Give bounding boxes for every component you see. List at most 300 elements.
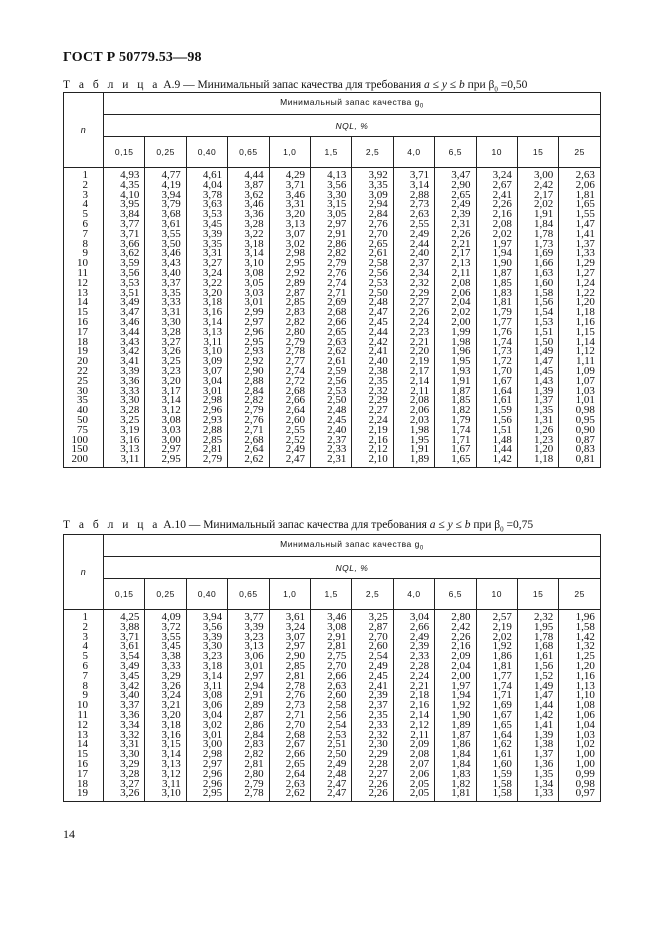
value-cell: 2,96 (228, 328, 269, 338)
row-n-cell: 4 (64, 642, 104, 652)
value-cell: 3,21 (145, 701, 186, 711)
value-cell: 1,27 (559, 269, 601, 279)
value-cell: 3,35 (352, 181, 393, 191)
value-cell: 1,58 (476, 780, 517, 790)
value-cell: 2,71 (269, 711, 310, 721)
value-cell: 3,09 (352, 191, 393, 201)
value-cell: 2,53 (310, 387, 351, 397)
value-cell: 1,82 (435, 780, 476, 790)
value-cell: 4,04 (186, 181, 227, 191)
value-cell: 2,76 (228, 416, 269, 426)
value-cell: 2,50 (310, 396, 351, 406)
value-cell: 1,87 (435, 387, 476, 397)
value-cell: 1,87 (435, 731, 476, 741)
value-cell: 3,45 (145, 642, 186, 652)
value-cell: 2,45 (352, 672, 393, 682)
value-cell: 1,73 (476, 347, 517, 357)
value-cell: 3,41 (104, 357, 145, 367)
value-cell: 2,21 (393, 338, 434, 348)
value-cell: 1,81 (559, 191, 601, 201)
value-cell: 3,61 (145, 220, 186, 230)
value-cell: 2,93 (186, 416, 227, 426)
document-header: ГОСТ Р 50779.53—98 (63, 50, 202, 65)
value-cell: 2,89 (228, 701, 269, 711)
caption-tail: =0,50 (497, 79, 528, 91)
value-cell: 4,77 (145, 168, 186, 181)
value-cell: 2,60 (352, 642, 393, 652)
column-header: 15 (517, 579, 558, 610)
value-cell: 1,65 (476, 721, 517, 731)
value-cell: 1,93 (435, 367, 476, 377)
value-cell: 3,39 (228, 623, 269, 633)
value-cell: 1,67 (476, 711, 517, 721)
value-cell: 3,51 (104, 289, 145, 299)
value-cell: 2,97 (310, 220, 351, 230)
value-cell: 3,33 (145, 662, 186, 672)
value-cell: 1,74 (476, 338, 517, 348)
value-cell: 3,11 (186, 338, 227, 348)
value-cell: 2,47 (310, 780, 351, 790)
value-cell: 3,07 (269, 230, 310, 240)
value-cell: 2,87 (352, 623, 393, 633)
value-cell: 2,64 (269, 406, 310, 416)
value-cell: 1,81 (476, 298, 517, 308)
value-cell: 3,62 (104, 249, 145, 259)
value-cell: 1,03 (559, 731, 601, 741)
value-cell: 3,14 (186, 672, 227, 682)
row-n-cell: 30 (64, 387, 104, 397)
value-cell: 2,16 (352, 436, 393, 446)
value-cell: 3,07 (186, 367, 227, 377)
value-cell: 2,00 (435, 672, 476, 682)
value-cell: 4,61 (186, 168, 227, 181)
value-cell: 1,39 (517, 387, 558, 397)
column-header: 0,65 (228, 579, 269, 610)
value-cell: 1,92 (476, 642, 517, 652)
value-cell: 3,10 (186, 347, 227, 357)
value-cell: 3,63 (186, 200, 227, 210)
value-cell: 1,56 (476, 416, 517, 426)
column-header: 0,40 (186, 579, 227, 610)
value-cell: 1,47 (559, 220, 601, 230)
value-cell: 2,87 (269, 289, 310, 299)
value-cell: 2,86 (310, 240, 351, 250)
value-cell: 1,79 (435, 416, 476, 426)
value-cell: 2,50 (352, 289, 393, 299)
value-cell: 2,34 (393, 269, 434, 279)
value-cell: 2,65 (269, 760, 310, 770)
value-cell: 2,57 (476, 610, 517, 623)
value-cell: 1,64 (476, 387, 517, 397)
row-n-cell: 4 (64, 200, 104, 210)
caption-condition: a ≤ y ≤ b (429, 519, 471, 531)
row-n-cell: 18 (64, 338, 104, 348)
column-header: 0,15 (104, 579, 145, 610)
value-cell: 3,24 (269, 623, 310, 633)
value-cell: 1,39 (517, 731, 558, 741)
value-cell: 2,29 (352, 396, 393, 406)
value-cell: 2,63 (559, 168, 601, 181)
value-cell: 2,35 (352, 711, 393, 721)
value-cell: 1,65 (559, 200, 601, 210)
value-cell: 3,19 (104, 426, 145, 436)
value-cell: 2,98 (269, 249, 310, 259)
value-cell: 2,94 (228, 682, 269, 692)
value-cell: 3,88 (104, 623, 145, 633)
column-header: 0,25 (145, 137, 186, 168)
value-cell: 2,84 (352, 210, 393, 220)
row-n-cell: 15 (64, 750, 104, 760)
value-cell: 1,26 (517, 426, 558, 436)
row-n-cell: 14 (64, 298, 104, 308)
value-cell: 1,98 (435, 338, 476, 348)
value-cell: 3,30 (104, 750, 145, 760)
value-cell: 3,18 (186, 662, 227, 672)
value-cell: 2,74 (310, 279, 351, 289)
value-cell: 0,90 (559, 426, 601, 436)
page-number: 14 (63, 827, 75, 841)
value-cell: 2,97 (269, 642, 310, 652)
value-cell: 1,44 (517, 701, 558, 711)
value-cell: 3,03 (228, 289, 269, 299)
value-cell: 2,79 (186, 455, 227, 467)
row-n-cell: 35 (64, 396, 104, 406)
value-cell: 1,87 (476, 269, 517, 279)
value-cell: 3,71 (104, 230, 145, 240)
value-cell: 2,37 (310, 436, 351, 446)
value-cell: 2,08 (393, 750, 434, 760)
value-cell: 0,81 (559, 455, 601, 467)
value-cell: 3,34 (104, 721, 145, 731)
value-cell: 2,03 (393, 416, 434, 426)
value-cell: 2,78 (269, 682, 310, 692)
value-cell: 1,97 (476, 240, 517, 250)
value-cell: 1,08 (559, 701, 601, 711)
value-cell: 1,95 (393, 436, 434, 446)
value-cell: 1,69 (476, 701, 517, 711)
value-cell: 3,24 (476, 168, 517, 181)
value-cell: 2,33 (352, 721, 393, 731)
value-cell: 1,51 (476, 426, 517, 436)
value-cell: 2,13 (435, 259, 476, 269)
value-cell: 1,96 (559, 610, 601, 623)
value-cell: 2,24 (352, 416, 393, 426)
value-cell: 1,70 (476, 367, 517, 377)
value-cell: 0,98 (559, 780, 601, 790)
value-cell: 2,49 (269, 445, 310, 455)
row-n-cell: 13 (64, 289, 104, 299)
value-cell: 2,65 (435, 191, 476, 201)
value-cell: 1,62 (476, 740, 517, 750)
value-cell: 3,46 (104, 318, 145, 328)
value-cell: 1,35 (517, 406, 558, 416)
value-cell: 2,26 (352, 780, 393, 790)
value-cell: 1,37 (517, 750, 558, 760)
value-cell: 2,41 (476, 191, 517, 201)
group-label-sub: 0 (419, 103, 424, 110)
row-n-cell: 12 (64, 721, 104, 731)
row-n-cell: 8 (64, 240, 104, 250)
value-cell: 3,20 (269, 210, 310, 220)
value-cell: 2,29 (352, 750, 393, 760)
value-cell: 2,83 (228, 740, 269, 750)
value-cell: 3,39 (186, 633, 227, 643)
column-header: 1,0 (269, 579, 310, 610)
value-cell: 2,52 (269, 436, 310, 446)
value-cell: 2,44 (352, 328, 393, 338)
value-cell: 3,77 (104, 220, 145, 230)
value-cell: 3,39 (104, 367, 145, 377)
row-n-cell: 2 (64, 623, 104, 633)
value-cell: 2,80 (228, 770, 269, 780)
value-cell: 2,68 (269, 731, 310, 741)
value-cell: 1,33 (517, 789, 558, 801)
caption-prefix: Т а б л и ц а (63, 79, 161, 91)
value-cell: 2,88 (186, 426, 227, 436)
value-cell: 2,16 (476, 210, 517, 220)
value-cell: 2,06 (435, 289, 476, 299)
value-cell: 3,30 (186, 642, 227, 652)
value-cell: 2,50 (310, 750, 351, 760)
value-cell: 3,25 (145, 357, 186, 367)
value-cell: 2,08 (435, 279, 476, 289)
value-cell: 3,13 (104, 445, 145, 455)
value-cell: 3,27 (104, 780, 145, 790)
value-cell: 1,02 (559, 740, 601, 750)
value-cell: 3,94 (186, 610, 227, 623)
value-cell: 2,77 (269, 357, 310, 367)
value-cell: 3,13 (269, 220, 310, 230)
value-cell: 2,33 (310, 445, 351, 455)
value-cell: 2,61 (310, 357, 351, 367)
value-cell: 1,51 (517, 328, 558, 338)
value-cell: 3,10 (145, 789, 186, 801)
value-cell: 1,67 (476, 377, 517, 387)
value-cell: 1,89 (393, 455, 434, 467)
value-cell: 2,91 (228, 691, 269, 701)
value-cell: 1,73 (517, 240, 558, 250)
value-cell: 3,56 (310, 181, 351, 191)
value-cell: 1,77 (476, 672, 517, 682)
value-cell: 3,24 (186, 269, 227, 279)
value-cell: 1,69 (517, 249, 558, 259)
value-cell: 3,20 (145, 711, 186, 721)
value-cell: 2,42 (517, 181, 558, 191)
value-cell: 1,84 (435, 760, 476, 770)
value-cell: 3,23 (228, 633, 269, 643)
value-cell: 1,35 (517, 770, 558, 780)
value-cell: 2,27 (393, 298, 434, 308)
value-cell: 2,20 (393, 347, 434, 357)
row-n-cell: 7 (64, 230, 104, 240)
column-header: 0,15 (104, 137, 145, 168)
row-n-cell: 10 (64, 701, 104, 711)
row-n-cell: 13 (64, 731, 104, 741)
n-header: n (64, 535, 104, 610)
value-cell: 2,28 (352, 760, 393, 770)
value-cell: 3,12 (145, 406, 186, 416)
value-cell: 3,46 (145, 249, 186, 259)
value-cell: 2,49 (435, 200, 476, 210)
value-cell: 2,14 (393, 377, 434, 387)
value-cell: 3,08 (228, 269, 269, 279)
value-cell: 1,41 (559, 230, 601, 240)
value-cell: 3,40 (145, 269, 186, 279)
value-cell: 1,14 (559, 338, 601, 348)
value-cell: 2,53 (310, 731, 351, 741)
value-cell: 3,06 (228, 652, 269, 662)
table-row (64, 789, 601, 801)
value-cell: 2,73 (269, 701, 310, 711)
value-cell: 2,12 (352, 445, 393, 455)
value-cell: 3,00 (186, 740, 227, 750)
value-cell: 2,82 (269, 318, 310, 328)
value-cell: 3,14 (228, 249, 269, 259)
table-a9 (63, 92, 601, 468)
value-cell: 2,48 (310, 770, 351, 780)
value-cell: 1,18 (517, 455, 558, 467)
value-cell: 2,47 (352, 308, 393, 318)
row-n-cell: 150 (64, 445, 104, 455)
value-cell: 4,44 (228, 168, 269, 181)
column-header: 10 (476, 579, 517, 610)
value-cell: 1,20 (559, 662, 601, 672)
row-n-cell: 6 (64, 662, 104, 672)
value-cell: 1,29 (559, 259, 601, 269)
value-cell: 2,33 (393, 652, 434, 662)
value-cell: 3,31 (104, 740, 145, 750)
value-cell: 1,85 (476, 279, 517, 289)
value-cell: 1,31 (517, 416, 558, 426)
value-cell: 2,44 (393, 240, 434, 250)
row-n-cell: 15 (64, 308, 104, 318)
value-cell: 2,84 (228, 387, 269, 397)
value-cell: 1,90 (476, 259, 517, 269)
row-n-cell: 50 (64, 416, 104, 426)
value-cell: 2,76 (352, 220, 393, 230)
value-cell: 3,71 (269, 181, 310, 191)
value-cell: 2,84 (228, 731, 269, 741)
value-cell: 2,95 (145, 455, 186, 467)
value-cell: 3,11 (104, 455, 145, 467)
value-cell: 3,36 (228, 210, 269, 220)
value-cell: 1,95 (517, 623, 558, 633)
value-cell: 1,64 (476, 731, 517, 741)
value-cell: 2,49 (310, 760, 351, 770)
value-cell: 2,71 (228, 426, 269, 436)
value-cell: 3,14 (186, 318, 227, 328)
value-cell: 1,38 (517, 740, 558, 750)
row-n-cell: 3 (64, 633, 104, 643)
value-cell: 1,01 (559, 396, 601, 406)
value-cell: 2,82 (228, 750, 269, 760)
value-cell: 3,35 (186, 240, 227, 250)
value-cell: 2,65 (352, 240, 393, 250)
value-cell: 3,29 (145, 672, 186, 682)
value-cell: 2,09 (393, 740, 434, 750)
value-cell: 2,54 (352, 652, 393, 662)
value-cell: 0,87 (559, 436, 601, 446)
value-cell: 1,94 (476, 249, 517, 259)
value-cell: 3,55 (145, 230, 186, 240)
value-cell: 3,94 (145, 191, 186, 201)
value-cell: 1,34 (517, 780, 558, 790)
caption-beta: при β (470, 519, 501, 531)
value-cell: 2,63 (310, 338, 351, 348)
value-cell: 1,92 (435, 701, 476, 711)
value-cell: 1,48 (476, 436, 517, 446)
value-cell: 2,04 (435, 662, 476, 672)
group-header (104, 535, 601, 557)
value-cell: 3,25 (104, 416, 145, 426)
row-n-cell: 12 (64, 279, 104, 289)
value-cell: 2,64 (228, 445, 269, 455)
value-cell: 3,26 (104, 789, 145, 801)
value-cell: 2,17 (517, 191, 558, 201)
value-cell: 2,19 (393, 357, 434, 367)
value-cell: 1,58 (559, 623, 601, 633)
row-n-cell: 11 (64, 711, 104, 721)
value-cell: 3,08 (310, 623, 351, 633)
value-cell: 1,99 (435, 328, 476, 338)
value-cell: 3,23 (186, 652, 227, 662)
value-cell: 2,32 (517, 610, 558, 623)
value-cell: 2,97 (186, 760, 227, 770)
value-cell: 3,27 (145, 338, 186, 348)
value-cell: 1,33 (559, 249, 601, 259)
value-cell: 1,77 (476, 318, 517, 328)
row-n-cell: 1 (64, 168, 104, 181)
value-cell: 3,02 (269, 240, 310, 250)
row-n-cell: 11 (64, 269, 104, 279)
value-cell: 1,20 (559, 298, 601, 308)
value-cell: 3,20 (186, 289, 227, 299)
value-cell: 2,49 (393, 230, 434, 240)
value-cell: 3,71 (104, 633, 145, 643)
value-cell: 3,44 (104, 328, 145, 338)
value-cell: 1,13 (559, 682, 601, 692)
value-cell: 1,00 (559, 750, 601, 760)
value-cell: 2,73 (393, 200, 434, 210)
value-cell: 3,11 (186, 682, 227, 692)
value-cell: 1,58 (517, 289, 558, 299)
value-cell: 2,31 (310, 455, 351, 467)
value-cell: 2,37 (393, 259, 434, 269)
value-cell: 3,84 (104, 210, 145, 220)
value-cell: 1,59 (476, 406, 517, 416)
value-cell: 3,49 (104, 662, 145, 672)
value-cell: 2,42 (352, 338, 393, 348)
group-label: Минимальный запас качества g (280, 97, 420, 108)
value-cell: 3,02 (186, 721, 227, 731)
value-cell: 1,74 (435, 426, 476, 436)
value-cell: 2,41 (352, 347, 393, 357)
value-cell: 1,53 (517, 318, 558, 328)
value-cell: 1,61 (517, 652, 558, 662)
value-cell: 1,94 (435, 691, 476, 701)
value-cell: 2,70 (310, 662, 351, 672)
value-cell: 2,42 (435, 623, 476, 633)
value-cell: 2,92 (269, 269, 310, 279)
value-cell: 3,31 (269, 200, 310, 210)
value-cell: 2,02 (435, 308, 476, 318)
value-cell: 3,37 (104, 701, 145, 711)
value-cell: 3,50 (145, 240, 186, 250)
value-cell: 2,26 (352, 789, 393, 801)
value-cell: 3,33 (145, 298, 186, 308)
value-cell: 2,56 (310, 711, 351, 721)
value-cell: 3,22 (186, 279, 227, 289)
